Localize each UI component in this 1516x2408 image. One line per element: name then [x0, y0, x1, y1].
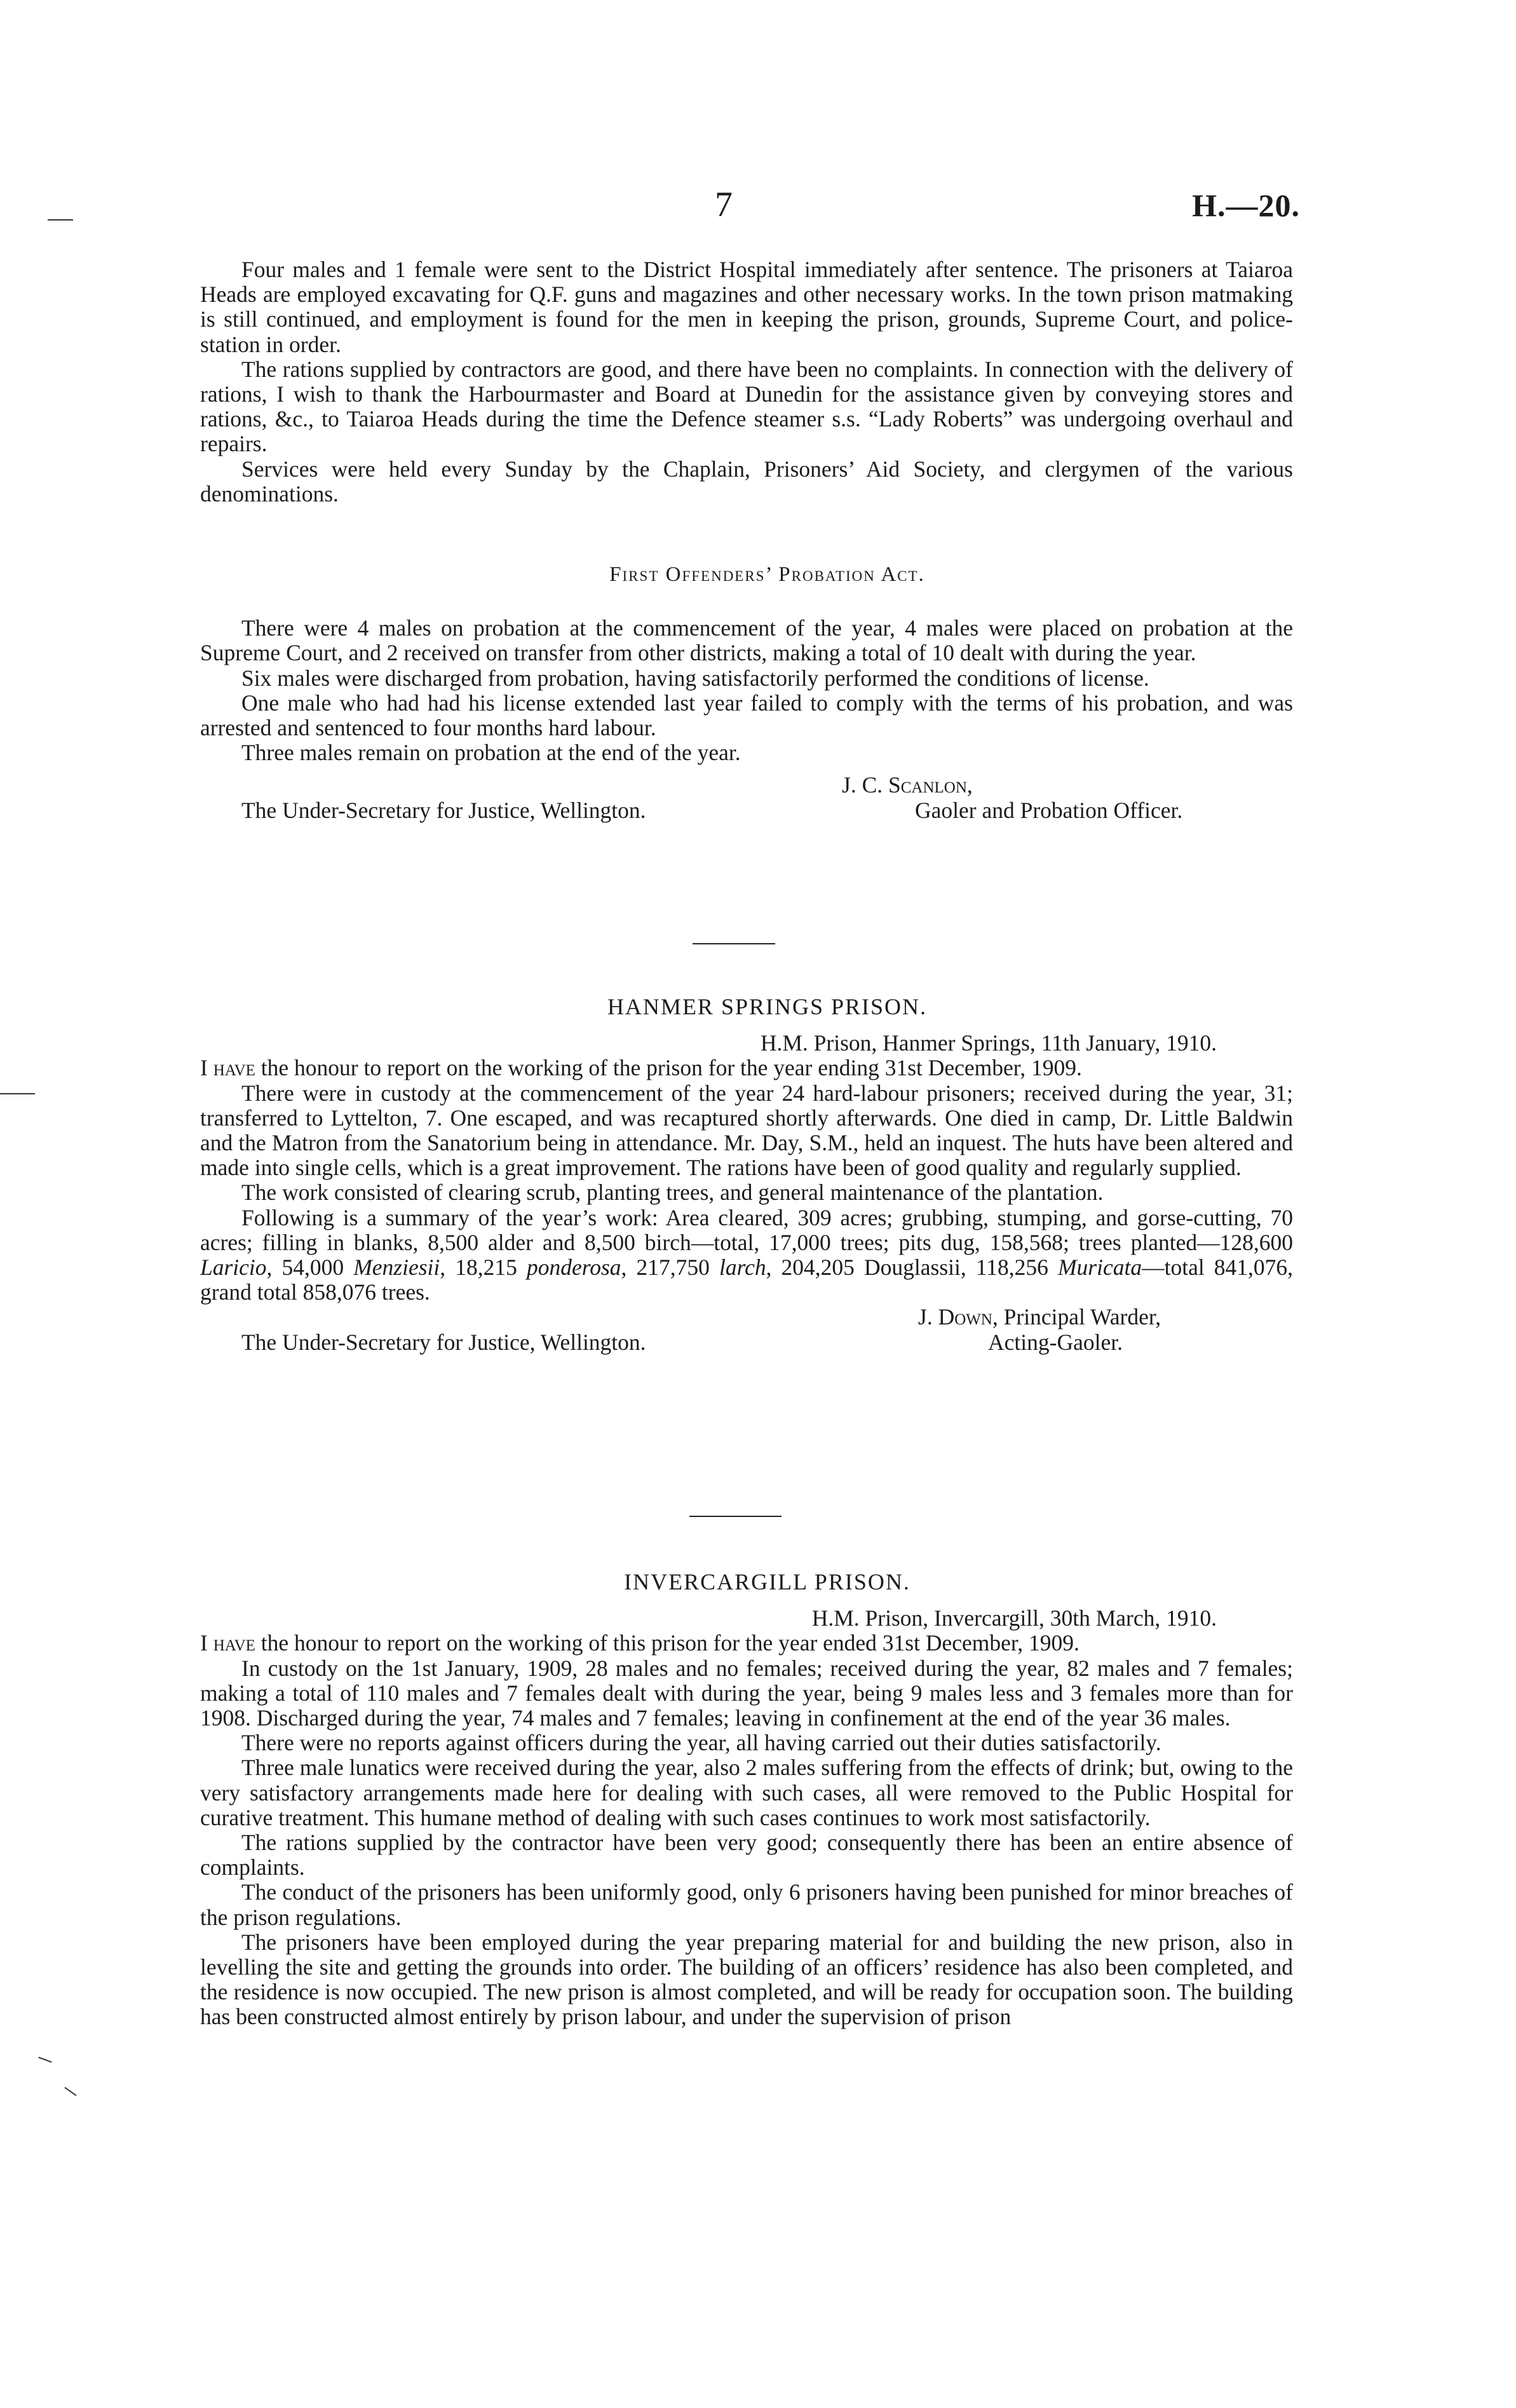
document-reference: H.—20. [1192, 187, 1300, 223]
paragraph: The rations supplied by contractors are good, and there have been no complaints. In connection with the delivery of rations, I wish to thank the Harbourmaster and Board at Dunedin for the assistance given by conveying stores and rations, &c., to Taiaroa Heads during the time the Defence steamer s.s. “Lady Roberts” was undergoing overhaul and repairs. [200, 356, 1293, 457]
dateline: H.M. Prison, Hanmer Springs, 11th January, 1910. [760, 1030, 1217, 1056]
dateline: H.M. Prison, Invercargill, 30th March, 1910. [811, 1605, 1217, 1631]
text-run: , 18,215 [440, 1255, 527, 1281]
paragraph: There were no reports against officers during the year, all having carried out their duties satisfactorily. [241, 1730, 1161, 1756]
species-name: Muricata [1057, 1255, 1142, 1281]
paragraph: Four males and 1 female were sent to the District Hospital immediately after sentence. The prisoners at Taiaroa Heads are employed excavating for Q.F. guns and magazines and other necessary works. In the town prison matmaking is still continued, and employment is found for the men in keeping the prison, grounds, Supreme Court, and police-station in order. [200, 257, 1293, 357]
margin-mark [38, 2057, 51, 2062]
signatory-name: J. Down, [918, 1304, 998, 1330]
paragraph: The conduct of the prisoners has been uniformly good, only 6 prisoners having been punished for minor breaches of the prison regulations. [200, 1879, 1293, 1930]
species-name: larch [719, 1255, 766, 1281]
species-name: Laricio [200, 1255, 267, 1281]
margin-mark [64, 2087, 76, 2096]
species-name: Menziesii [353, 1255, 440, 1281]
paragraph: In custody on the 1st January, 1909, 28 males and no females; received during the year, 82 males and 7 females; making a total of 110 males and 7 females dealt with during the year, being 9 males less and 3 females more than for 1908. Discharged during the year, 74 males and 7 females; leaving in confinement at the end of the year 36 males. [200, 1655, 1293, 1731]
text-run: —total 841,076, grand total 858,076 trees. [200, 1255, 1294, 1305]
paragraph: The work consisted of clearing scrub, planting trees, and general maintenance of the plantation. [241, 1180, 1104, 1206]
species-name: ponderosa [526, 1255, 621, 1281]
section-heading: INVERCARGILL PRISON. [624, 1569, 910, 1595]
section-divider [689, 1516, 782, 1517]
section-probation [200, 562, 1293, 824]
paragraph: Three male lunatics were received during the year, also 2 males suffering from the effects of drink; but, owing to the very satisfactory arrangements made here for dealing with such cases, all were removed to the Public Hospital for curative treatment. This humane method of dealing with such cases continues to work most satisfactorily. [200, 1755, 1293, 1830]
section-continued [200, 257, 1293, 507]
paragraph: There were 4 males on probation at the commencement of the year, 4 males were placed on probation at the Supreme Court, and 2 received on transfer from other districts, making a total of 10 dealt with during the year. [200, 615, 1293, 666]
paragraph: One male who had had his license extended last year failed to comply with the terms of his probation, and was arrested and sentenced to four months hard labour. [200, 690, 1293, 741]
signatory-title: Acting-Gaoler. [988, 1330, 1123, 1356]
section-hanmer-springs [200, 995, 1293, 1356]
page-number: 7 [715, 185, 733, 224]
section-heading: First Offenders’ Probation Act. [609, 563, 925, 586]
opening-small-caps: I have [200, 1630, 255, 1656]
paragraph: Three males remain on probation at the end of the year. [241, 740, 741, 766]
margin-mark [0, 1093, 35, 1094]
text-run: , 217,750 [621, 1255, 719, 1281]
signatory-name: J. C. Scanlon, [842, 772, 973, 798]
addressee: The Under-Secretary for Justice, Wellington. [241, 1330, 646, 1356]
opening-text: the honour to report on the working of this prison for the year ended 31st December, 1909. [255, 1630, 1079, 1656]
paragraph: Six males were discharged from probation, having satisfactorily performed the conditions of license. [241, 665, 1149, 691]
opening-paragraph [200, 1631, 1293, 1656]
opening-paragraph [200, 1056, 1293, 1080]
paragraph: The prisoners have been employed during the year preparing material for and building the new prison, also in levelling the site and getting the grounds into order. The building of an officers’ residence has also been completed, and the residence is now occupied. The new prison is almost completed, and will be ready for occupation soon. The building has been constructed almost entirely by prison labour, and under the supervision of prison [200, 1929, 1293, 2030]
text-run: Following is a summary of the year’s work: Area cleared, 309 acres; grubbing, stumping, and gorse-cutting, 70 acres; filling in blanks, 8,500 alder and 8,500 birch—total, 17,000 trees; pits dug, 158,568; trees planted—128,600 [200, 1204, 1293, 1255]
page-header [0, 184, 1516, 235]
opening-small-caps: I have [200, 1055, 255, 1081]
text-run: , 54,000 [266, 1255, 354, 1281]
paragraph: The rations supplied by the contractor have been very good; consequently there has been an entire absence of complaints. [200, 1830, 1293, 1881]
signatory-role: Principal Warder, [998, 1304, 1161, 1330]
section-invercargill [200, 1570, 1293, 2030]
summary-paragraph [200, 1206, 1293, 1305]
signatory [918, 1305, 1161, 1330]
paragraph: There were in custody at the commencement of the year 24 hard-labour prisoners; received during the year, 31; transferred to Lyttelton, 7. One escaped, and was recaptured shortly afterwards. One died in camp, Dr. Little Baldwin and the Matron from the Sanatorium being in attendance. Mr. Day, S.M., held an inquest. The huts have been altered and made into single cells, which is a great improvement. The rations have been of good quality and regularly supplied. [200, 1080, 1293, 1181]
text-run: , 204,205 Douglassii, 118,256 [766, 1255, 1058, 1281]
addressee: The Under-Secretary for Justice, Wellington. [241, 798, 646, 824]
opening-text: the honour to report on the working of the prison for the year ending 31st December, 1909. [255, 1055, 1082, 1081]
section-heading: HANMER SPRINGS PRISON. [607, 994, 928, 1019]
paragraph: Services were held every Sunday by the Chaplain, Prisoners’ Aid Society, and clergymen of the various denominations. [200, 456, 1293, 507]
signatory-title: Gaoler and Probation Officer. [915, 798, 1183, 824]
section-divider [693, 943, 775, 944]
